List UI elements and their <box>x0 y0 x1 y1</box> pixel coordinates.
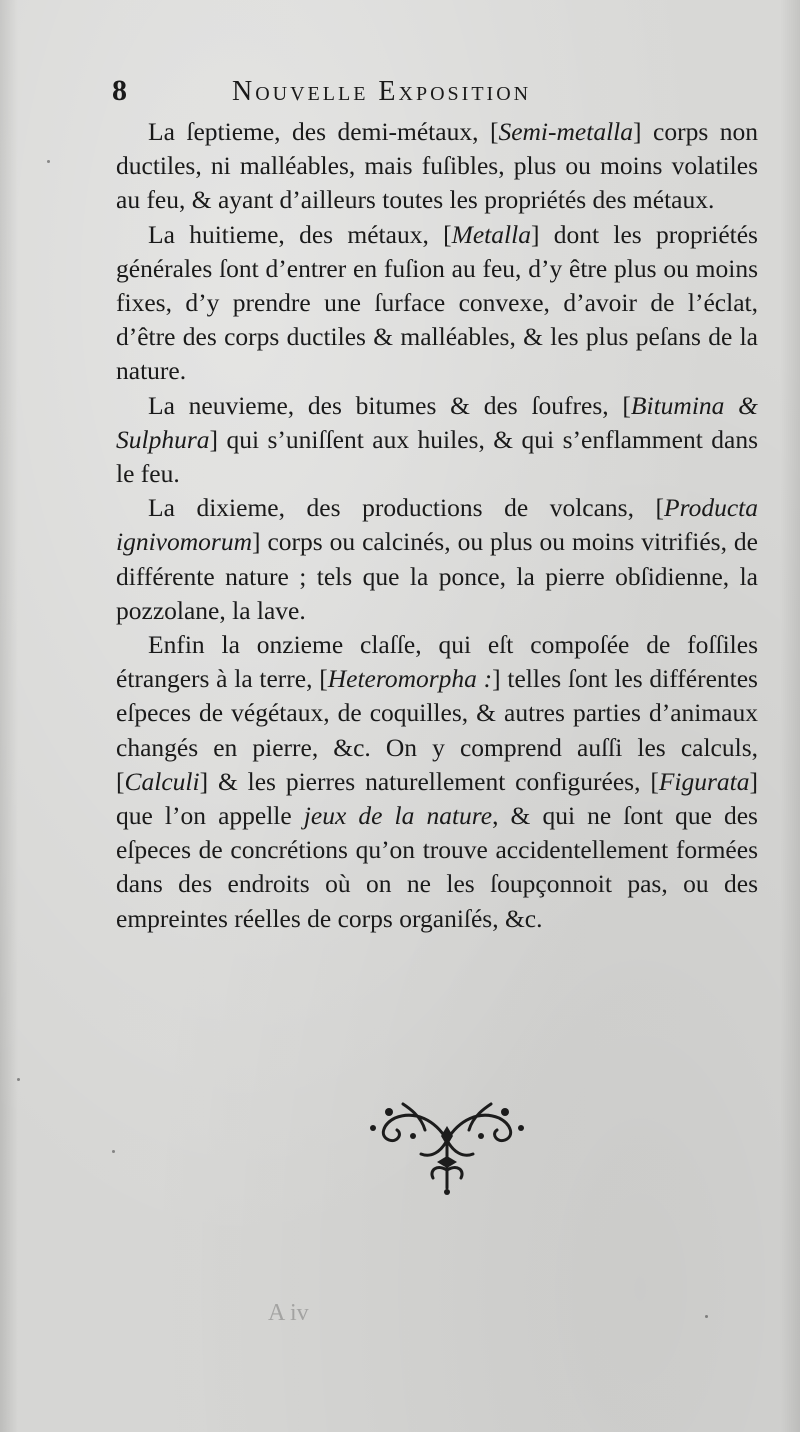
text-run: La dixieme, des productions de volcans, [ <box>148 493 665 523</box>
italic-text-run: jeux de la nature <box>303 801 493 831</box>
paper-speck <box>17 1078 20 1081</box>
text-run: La neuvieme, des bitumes & des ſoufres, [ <box>148 390 631 420</box>
running-title: Nouvelle Exposition <box>232 76 532 107</box>
text-run: ] corps non ductiles, ni malléables, mais fuſibles, plus ou moins volatiles au feu, & ayant d’ailleurs toutes les propriétés des métaux. <box>116 117 758 215</box>
text-run: ] telles ſont les différentes eſpeces de végétaux, de coquilles, & autres parties d’animaux changés en pierre, &c. On y comprend auſſi les calculs, [ <box>116 664 758 796</box>
text-run: ] qui s’uniſſent aux huiles, & qui s’enflamment dans le feu. <box>116 424 758 489</box>
italic-text-run: Calculi <box>124 766 200 796</box>
italic-text-run: Figurata <box>658 766 750 796</box>
text-run: Enfin la onzieme claſſe, qui eſt compoſée de foſſiles étrangers à la terre, [ <box>116 630 758 694</box>
paper-speck <box>47 160 50 163</box>
text-run: ] corps ou calcinés, ou plus ou moins vitrifiés, de différente nature ; tels que la ponce, la pierre obſidienne, la pozzolane, la lave. <box>116 527 758 625</box>
text-run: , & qui ne ſont que des eſpeces de concrétions qu’on trouve accidentellement formées dans des endroits où on ne les ſoupçonnoit pas, ou des empreintes réelles de corps organiſés, &c. <box>116 801 758 933</box>
signature-mark: A iv <box>268 1300 309 1326</box>
text-run: ] dont les propriétés générales ſont d’entrer en fuſion au feu, d’y être plus ou moins fixes, d’y prendre une ſurface convexe, d’avoir de l’éclat, d’être des corps ductiles & malléables, & les plus peſans de la nature. <box>116 219 758 386</box>
page-number: 8 <box>112 74 127 107</box>
italic-text-run: Semi-metalla <box>498 117 634 146</box>
paragraph <box>116 115 758 218</box>
text-run: La ſeptieme, des demi-métaux, [ <box>148 117 499 146</box>
italic-text-run: Producta ignivomorum <box>116 493 758 557</box>
paragraph <box>116 389 758 492</box>
italic-text-run: Metalla <box>451 219 531 249</box>
text-run: ] que l’on appelle <box>116 766 758 831</box>
paragraph <box>116 628 758 936</box>
italic-text-run: Bitumina & Sulphura <box>116 390 758 454</box>
body-text <box>116 115 758 936</box>
text-run: La huitieme, des métaux, [ <box>148 219 452 249</box>
paper-speck <box>705 1315 708 1318</box>
running-head <box>112 74 672 114</box>
printer-ornament <box>365 1100 530 1200</box>
paragraph <box>116 491 758 628</box>
italic-text-run: Heteromorpha : <box>327 664 493 694</box>
text-run: ] & les pierres naturellement configurées, [ <box>199 766 659 796</box>
paragraph <box>116 218 758 389</box>
paper-speck <box>112 1150 115 1153</box>
